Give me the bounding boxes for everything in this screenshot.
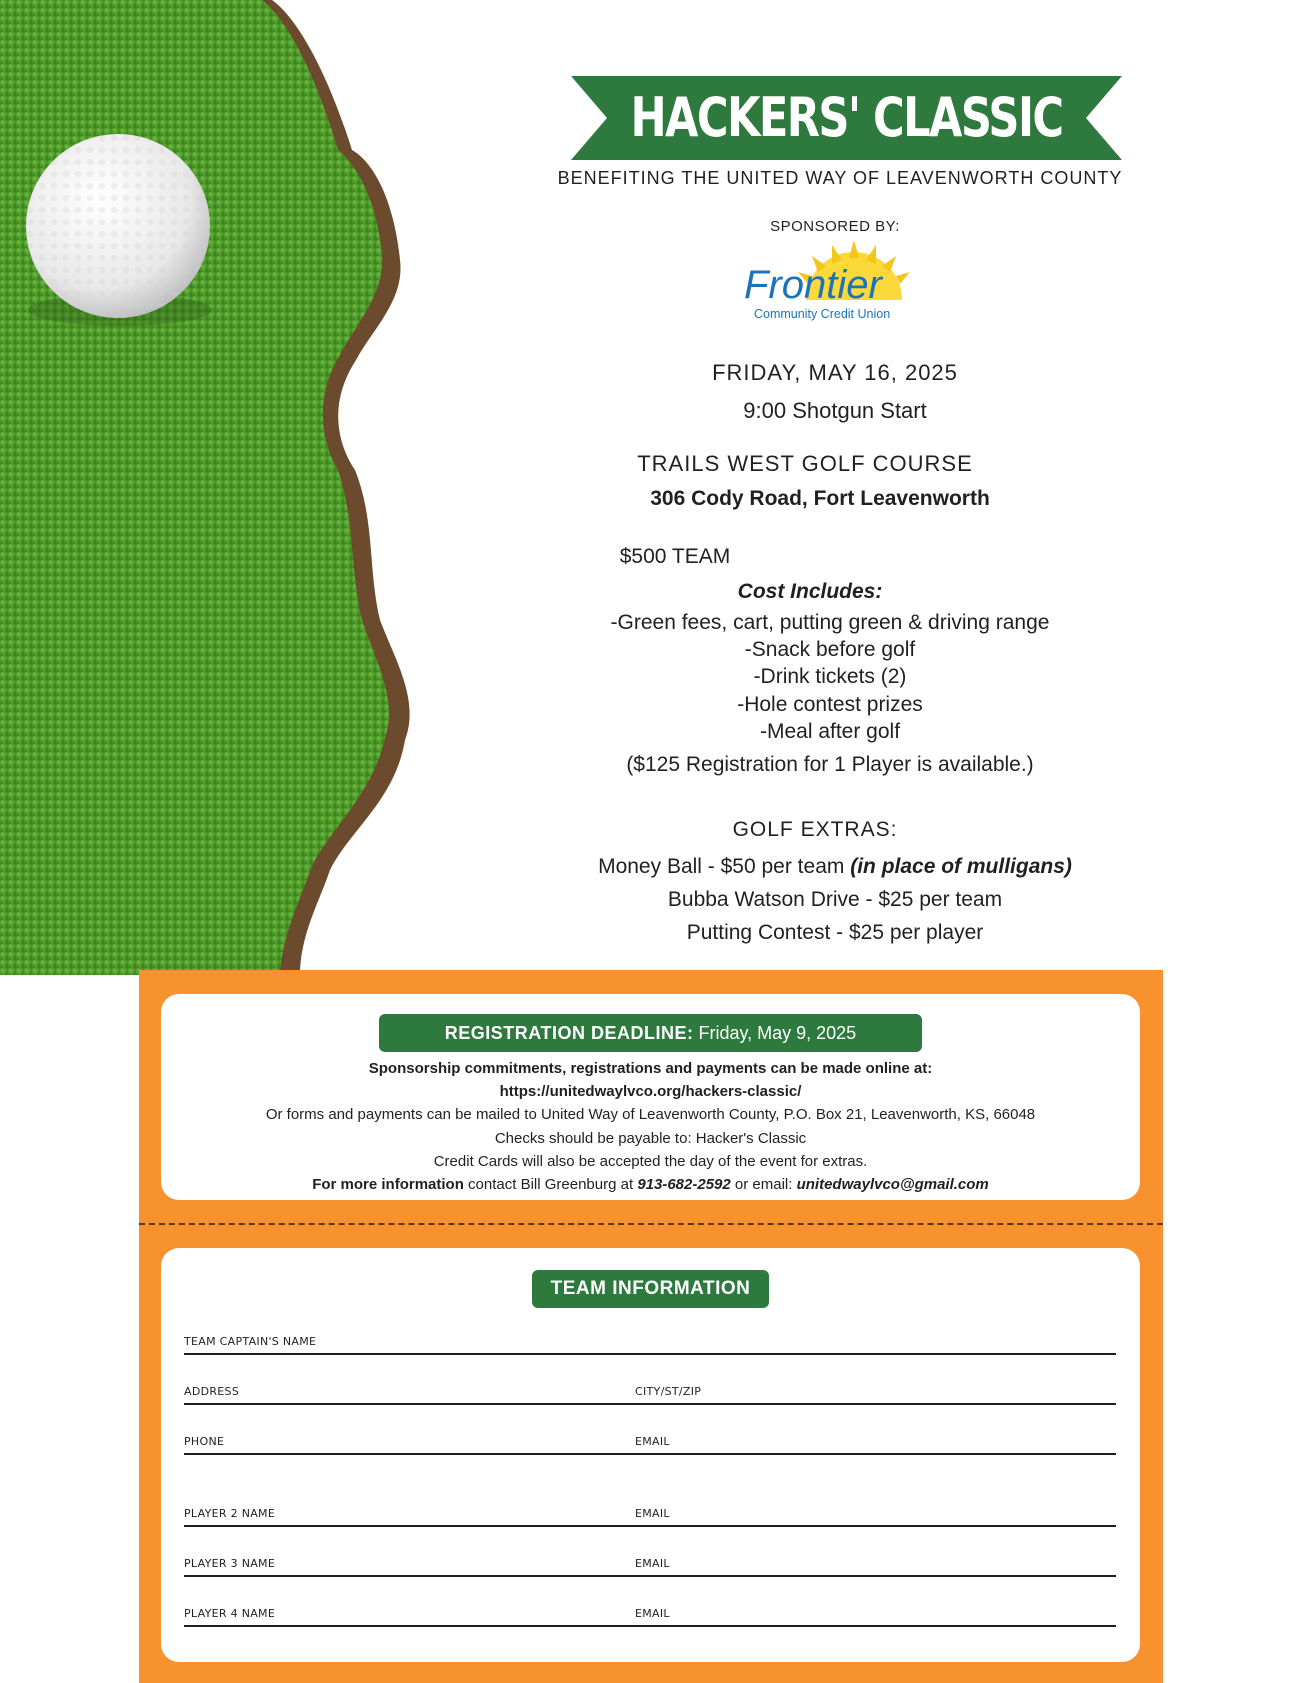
include-item: -Drink tickets (2) xyxy=(753,665,907,688)
sponsor-name: Frontier xyxy=(744,263,882,307)
cost-includes-heading: Cost Includes: xyxy=(737,580,883,603)
event-subtitle: BENEFITING THE UNITED WAY OF LEAVENWORTH COUNTY xyxy=(557,168,1123,188)
extra-putting-contest: Putting Contest - $25 per player xyxy=(686,921,984,944)
checks-payable-text: Checks should be payable to: Hacker's Classic xyxy=(494,1130,807,1147)
player2-email-label: EMAIL xyxy=(635,1507,670,1520)
deadline-banner xyxy=(379,1014,922,1052)
player3-field[interactable] xyxy=(184,1575,1116,1577)
money-ball-text: Money Ball - $50 per team xyxy=(598,855,851,878)
more-info-label: For more information xyxy=(312,1176,464,1193)
phone-label: PHONE xyxy=(184,1435,225,1448)
golf-green-illustration xyxy=(0,0,430,975)
extra-money-ball xyxy=(520,855,1150,879)
contact-email[interactable]: unitedwaylvco@gmail.com xyxy=(796,1176,989,1193)
address-label: ADDRESS xyxy=(184,1385,240,1398)
captain-name-field[interactable] xyxy=(184,1353,1116,1355)
player4-name-label: PLAYER 4 NAME xyxy=(184,1607,276,1620)
include-item: -Green fees, cart, putting green & driving range xyxy=(610,611,1050,634)
mail-address-text: Or forms and payments can be mailed to United Way of Leavenworth County, P.O. Box 21, Leavenworth, KS, 66048 xyxy=(265,1106,1036,1123)
team-info-card xyxy=(161,1248,1140,1662)
online-registration-text: Sponsorship commitments, registrations and payments can be made online at: xyxy=(368,1060,933,1077)
contact-phone[interactable]: 913-682-2592 xyxy=(637,1176,731,1193)
player4-email-label: EMAIL xyxy=(635,1607,670,1620)
player3-email-label: EMAIL xyxy=(635,1557,670,1570)
deadline-date: Friday, May 9, 2025 xyxy=(693,1023,857,1043)
sponsor-tagline: Community Credit Union xyxy=(754,307,891,321)
event-date: FRIDAY, MAY 16, 2025 xyxy=(712,360,958,385)
sun-icon xyxy=(736,240,926,330)
event-title: HACKERS' CLASSIC xyxy=(630,86,1063,149)
sponsored-by-label: SPONSORED BY: xyxy=(770,218,900,235)
team-price: $500 TEAM xyxy=(619,545,731,568)
course-name: TRAILS WEST GOLF COURSE xyxy=(637,451,973,476)
player4-field[interactable] xyxy=(184,1625,1116,1627)
event-start-time: 9:00 Shotgun Start xyxy=(743,398,927,423)
team-information-heading: TEAM INFORMATION xyxy=(532,1270,769,1308)
captain-name-label: TEAM CAPTAIN'S NAME xyxy=(184,1335,317,1348)
money-ball-note: (in place of mulligans) xyxy=(850,855,1072,878)
golf-extras-heading: GOLF EXTRAS: xyxy=(732,818,898,841)
include-item: -Hole contest prizes xyxy=(737,693,923,716)
include-item: -Snack before golf xyxy=(744,638,916,661)
sponsor-logo xyxy=(736,240,926,330)
captain-email-label: EMAIL xyxy=(635,1435,670,1448)
city-state-zip-label: CITY/ST/ZIP xyxy=(635,1385,702,1398)
course-address: 306 Cody Road, Fort Leavenworth xyxy=(650,487,990,510)
credit-card-text: Credit Cards will also be accepted the day of the event for extras. xyxy=(433,1153,868,1170)
player2-name-label: PLAYER 2 NAME xyxy=(184,1507,276,1520)
extra-bubba-drive: Bubba Watson Drive - $25 per team xyxy=(667,888,1003,911)
address-field[interactable] xyxy=(184,1403,1116,1405)
deadline-label: REGISTRATION DEADLINE: xyxy=(444,1023,694,1043)
include-item: -Meal after golf xyxy=(759,720,901,743)
player3-name-label: PLAYER 3 NAME xyxy=(184,1557,276,1570)
player2-field[interactable] xyxy=(184,1525,1116,1527)
phone-email-field[interactable] xyxy=(184,1453,1116,1455)
contact-info: For more information contact Bill Greenburg at 913-682-2592 or email: unitedwaylvco@gmail.com xyxy=(312,1176,989,1193)
cut-line xyxy=(139,1223,1163,1225)
registration-url[interactable]: https://unitedwaylvco.org/hackers-classic/ xyxy=(499,1083,802,1100)
single-player-note: ($125 Registration for 1 Player is available.) xyxy=(626,753,1034,776)
